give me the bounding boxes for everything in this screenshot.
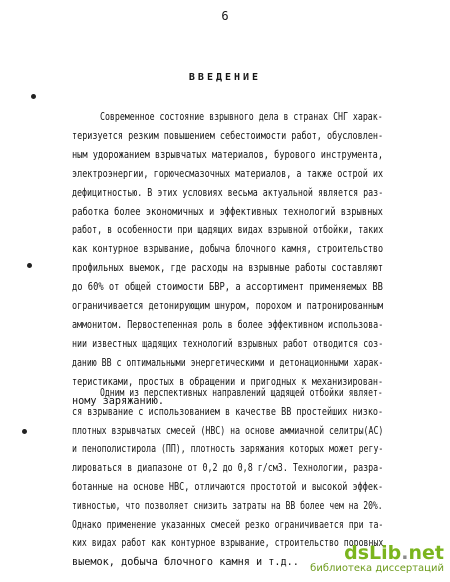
- watermark-brand-dot: .: [401, 542, 409, 564]
- watermark-brand-main: dsLib: [344, 542, 402, 564]
- paragraph-2-line: выемок, добыча блочного камня и т.д..: [72, 557, 299, 569]
- paragraph-1-line: как контурное взрывание, добыча блочного камня, строительство: [72, 244, 384, 256]
- watermark-subtitle: библиотека диссертаций: [310, 563, 444, 574]
- paragraph-1-line: данию ВВ с оптимальными энергетическими и детонационными харак-: [72, 357, 384, 369]
- paragraph-2-line: ких видах работ как контурное взрывание, строительство поровных: [72, 538, 384, 550]
- paragraph-1-line: ограничивается детонирующим шнуром, порохом и патронированным: [72, 301, 384, 312]
- watermark-brand-tld: net: [408, 542, 444, 564]
- paragraph-2-line: плотных взрывчатых смесей (НВС) на основе аммиачной селитры(АС): [72, 425, 384, 437]
- page-number: 6: [221, 9, 229, 23]
- paragraph-2-line: лироваться в диапазоне от 0,2 до 0,8 г/см3. Технологии, разра-: [72, 463, 384, 475]
- paragraph-1-line: ным удорожанием взрывчатых материалов, бурового инструмента,: [72, 149, 384, 161]
- paragraph-1-line: электроэнергии, горючесмазочных материалов, а также острой их: [72, 168, 384, 180]
- paragraph-2-line: Одним из перспективных направлений щадящей отбойки являет-: [100, 388, 383, 399]
- margin-dot-bottom: [22, 429, 27, 434]
- paragraph-1-line: дефицитностью. В этих условиях весьма актуальной является раз-: [72, 187, 384, 199]
- paragraph-1-line: до 60% от общей стоимости БВР, а ассортимент применяемых ВВ: [72, 282, 383, 294]
- paragraph-1-line: теризуется резким повышением себестоимости работ, обусловлен-: [72, 130, 384, 142]
- paragraph-2-line: тивностью, что позволяет снизить затраты на ВВ более чем на 20%.: [72, 500, 383, 512]
- paragraph-1-line: Современное состояние взрывного дела в странах СНГ харак-: [100, 112, 383, 123]
- paragraph-1-line: ному заряжанию.: [72, 395, 165, 407]
- paragraph-2-line: Однако применение указанных смесей резко ограничивается при та-: [72, 519, 384, 531]
- margin-dot-middle: [27, 263, 32, 268]
- paragraph-1-line: профильных выемок, где расходы на взрывные работы составляют: [72, 263, 384, 275]
- watermark-logo[interactable]: [310, 543, 444, 575]
- section-heading: ВВЕДЕНИЕ: [188, 72, 262, 83]
- margin-dot-top: [31, 94, 36, 99]
- paragraph-1-line: работ, в особенности при щадящих видах взрывной отбойки, таких: [72, 225, 384, 237]
- paragraph-2-line: и пенополистирола (ПП), плотность заряжания которых может регу-: [72, 444, 384, 456]
- paragraph-1-line: аммонитом. Первостепенная роль в более эффективном использова-: [72, 319, 384, 331]
- paragraph-2-line: ся взрывание с использованием в качестве ВВ простейших низко-: [72, 406, 384, 418]
- paragraph-1-line: теристиками, простых в обращении и пригодных к механизирован-: [72, 376, 384, 388]
- paragraph-2-line: ботанные на основе НВС, отличаются простотой и высокой эффек-: [72, 482, 384, 493]
- paragraph-1-line: работка более экономичных и эффективных технологий взрывных: [72, 206, 383, 218]
- paragraph-1-line: нии известных щадящих технологий взрывных работ отводится соз-: [72, 338, 384, 350]
